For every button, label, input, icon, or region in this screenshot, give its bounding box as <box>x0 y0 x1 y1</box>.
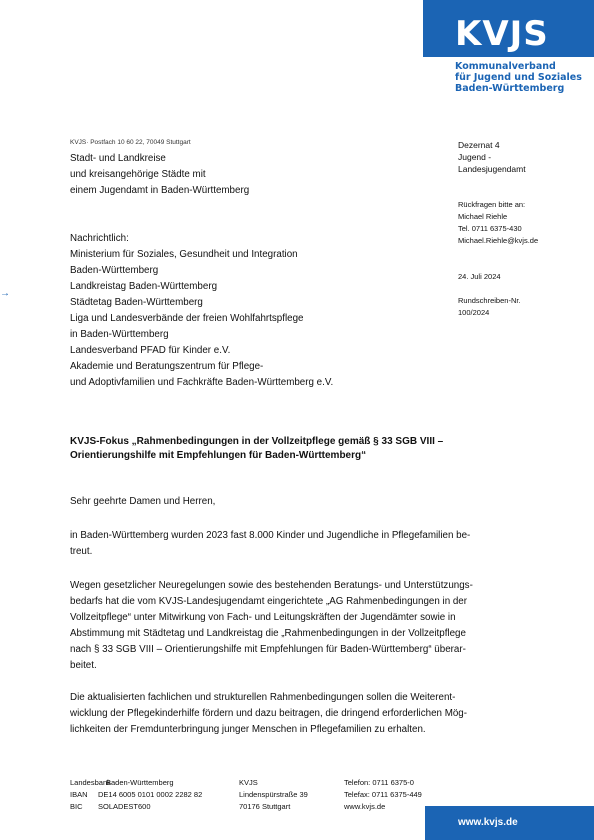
logo-subline: Kommunalverband <box>455 61 556 72</box>
contact-name: Michael Riehle <box>458 212 508 221</box>
cc-line: Städtetag Baden-Württemberg <box>70 297 203 308</box>
subject-line: Orientierungshilfe mit Empfehlungen für Baden-Württemberg“ <box>70 450 367 461</box>
body-paragraph <box>70 690 530 738</box>
cc-line: und Adoptivfamilien und Fachkräfte Baden-Württemberg e.V. <box>70 377 334 388</box>
logo-subline: für Jugend und Soziales <box>455 72 582 83</box>
footer-fax: Telefax: 0711 6375-449 <box>344 790 422 799</box>
circular-number: 100/2024 <box>458 308 490 317</box>
footer-phone: Telefon: 0711 6375-0 <box>344 778 414 787</box>
letter-date: 24. Juli 2024 <box>458 272 501 281</box>
sender-return-address: KVJS· Postfach 10 60 22, 70049 Stuttgart <box>70 139 191 146</box>
recipient-line: und kreisangehörige Städte mit <box>70 169 206 180</box>
cc-line: Ministerium für Soziales, Gesundheit und Integration <box>70 249 298 260</box>
department-line: Jugend - <box>458 152 492 162</box>
cc-line: Akademie und Beratungszentrum für Pflege- <box>70 361 264 372</box>
recipient-line: Stadt- und Landkreise <box>70 153 166 164</box>
paragraph-line: in Baden-Württemberg wurden 2023 fast 8.000 Kinder und Jugendliche in Pflegefamilien be- <box>70 530 471 541</box>
logo-subline: Baden-Württemberg <box>455 83 565 94</box>
paragraph-line: Wegen gesetzlicher Neuregelungen sowie des bestehenden Beratungs- und Unterstützungs- <box>70 580 473 591</box>
footer-iban-label: IBAN <box>70 790 88 799</box>
paragraph-line: nach § 33 SGB VIII – Orientierungshilfe mit Empfehlungen für Baden-Württemberg“ überar- <box>70 644 466 655</box>
cc-line: Landkreistag Baden-Württemberg <box>70 281 218 292</box>
footer-iban-value: DE14 6005 0101 0002 2282 82 <box>98 790 203 799</box>
footer-address-line: KVJS <box>239 778 258 787</box>
cc-label: Nachrichtlich: <box>70 233 129 244</box>
logo-wordmark: KVJS <box>455 14 549 54</box>
body-paragraph <box>70 578 530 674</box>
contact-email: Michael.Riehle@kvjs.de <box>458 236 539 245</box>
footer-bic-value: SOLADEST600 <box>98 802 151 811</box>
cc-line: Liga und Landesverbände der freien Wohlfahrtspflege <box>70 313 304 324</box>
footer-url-link[interactable]: www.kvjs.de <box>458 817 518 828</box>
paragraph-line: bedarfs hat die vom KVJS-Landesjugendamt eingerichtete „AG Rahmenbedingungen in der <box>70 596 468 607</box>
department-line: Dezernat 4 <box>458 140 500 150</box>
footer-bic-label: BIC <box>70 802 83 811</box>
paragraph-line: lichkeiten der Fremdunterbringung junger Menschen in Pflegefamilien zu erhalten. <box>70 724 426 735</box>
circular-label: Rundschreiben-Nr. <box>458 296 521 305</box>
paragraph-line: beitet. <box>70 660 97 671</box>
subject-line: KVJS-Fokus „Rahmenbedingungen in der Vollzeitpflege gemäß § 33 SGB VIII – <box>70 436 444 447</box>
cc-line: Landesverband PFAD für Kinder e.V. <box>70 345 231 356</box>
salutation: Sehr geehrte Damen und Herren, <box>70 496 216 507</box>
body-paragraph <box>70 528 530 560</box>
paragraph-line: wicklung der Pflegekinderhilfe fördern und dazu beitragen, die dringend erforderlichen Mög- <box>70 708 468 719</box>
contact-phone: Tel. 0711 6375-430 <box>458 224 522 233</box>
fold-mark-arrow-icon: → <box>0 288 10 299</box>
paragraph-line: treut. <box>70 546 93 557</box>
footer-address-line: Lindenspürstraße 39 <box>239 790 308 799</box>
footer-bank-value: Baden-Württemberg <box>106 778 174 787</box>
footer-address-line: 70176 Stuttgart <box>239 802 291 811</box>
paragraph-line: Vollzeitpflege“ unter Mitwirkung von Fach- und Leitungskräften der Jugendämter sowie in <box>70 612 456 623</box>
footer-web-link[interactable]: www.kvjs.de <box>344 802 386 811</box>
department-line: Landesjugendamt <box>458 164 526 174</box>
paragraph-line: Abstimmung mit Städtetag und Landkreistag die „Rahmenbedingungen in der Vollzeitpflege <box>70 628 466 639</box>
footer-bank-label: Landesbank <box>70 778 111 787</box>
contact-label: Rückfragen bitte an: <box>458 200 526 209</box>
letter-subject <box>70 435 540 463</box>
paragraph-line: Die aktualisierten fachlichen und strukturellen Rahmenbedingungen sollen die Weiterent- <box>70 692 456 703</box>
cc-line: Baden-Württemberg <box>70 265 159 276</box>
recipient-line: einem Jugendamt in Baden-Württemberg <box>70 185 250 196</box>
cc-line: in Baden-Württemberg <box>70 329 169 340</box>
